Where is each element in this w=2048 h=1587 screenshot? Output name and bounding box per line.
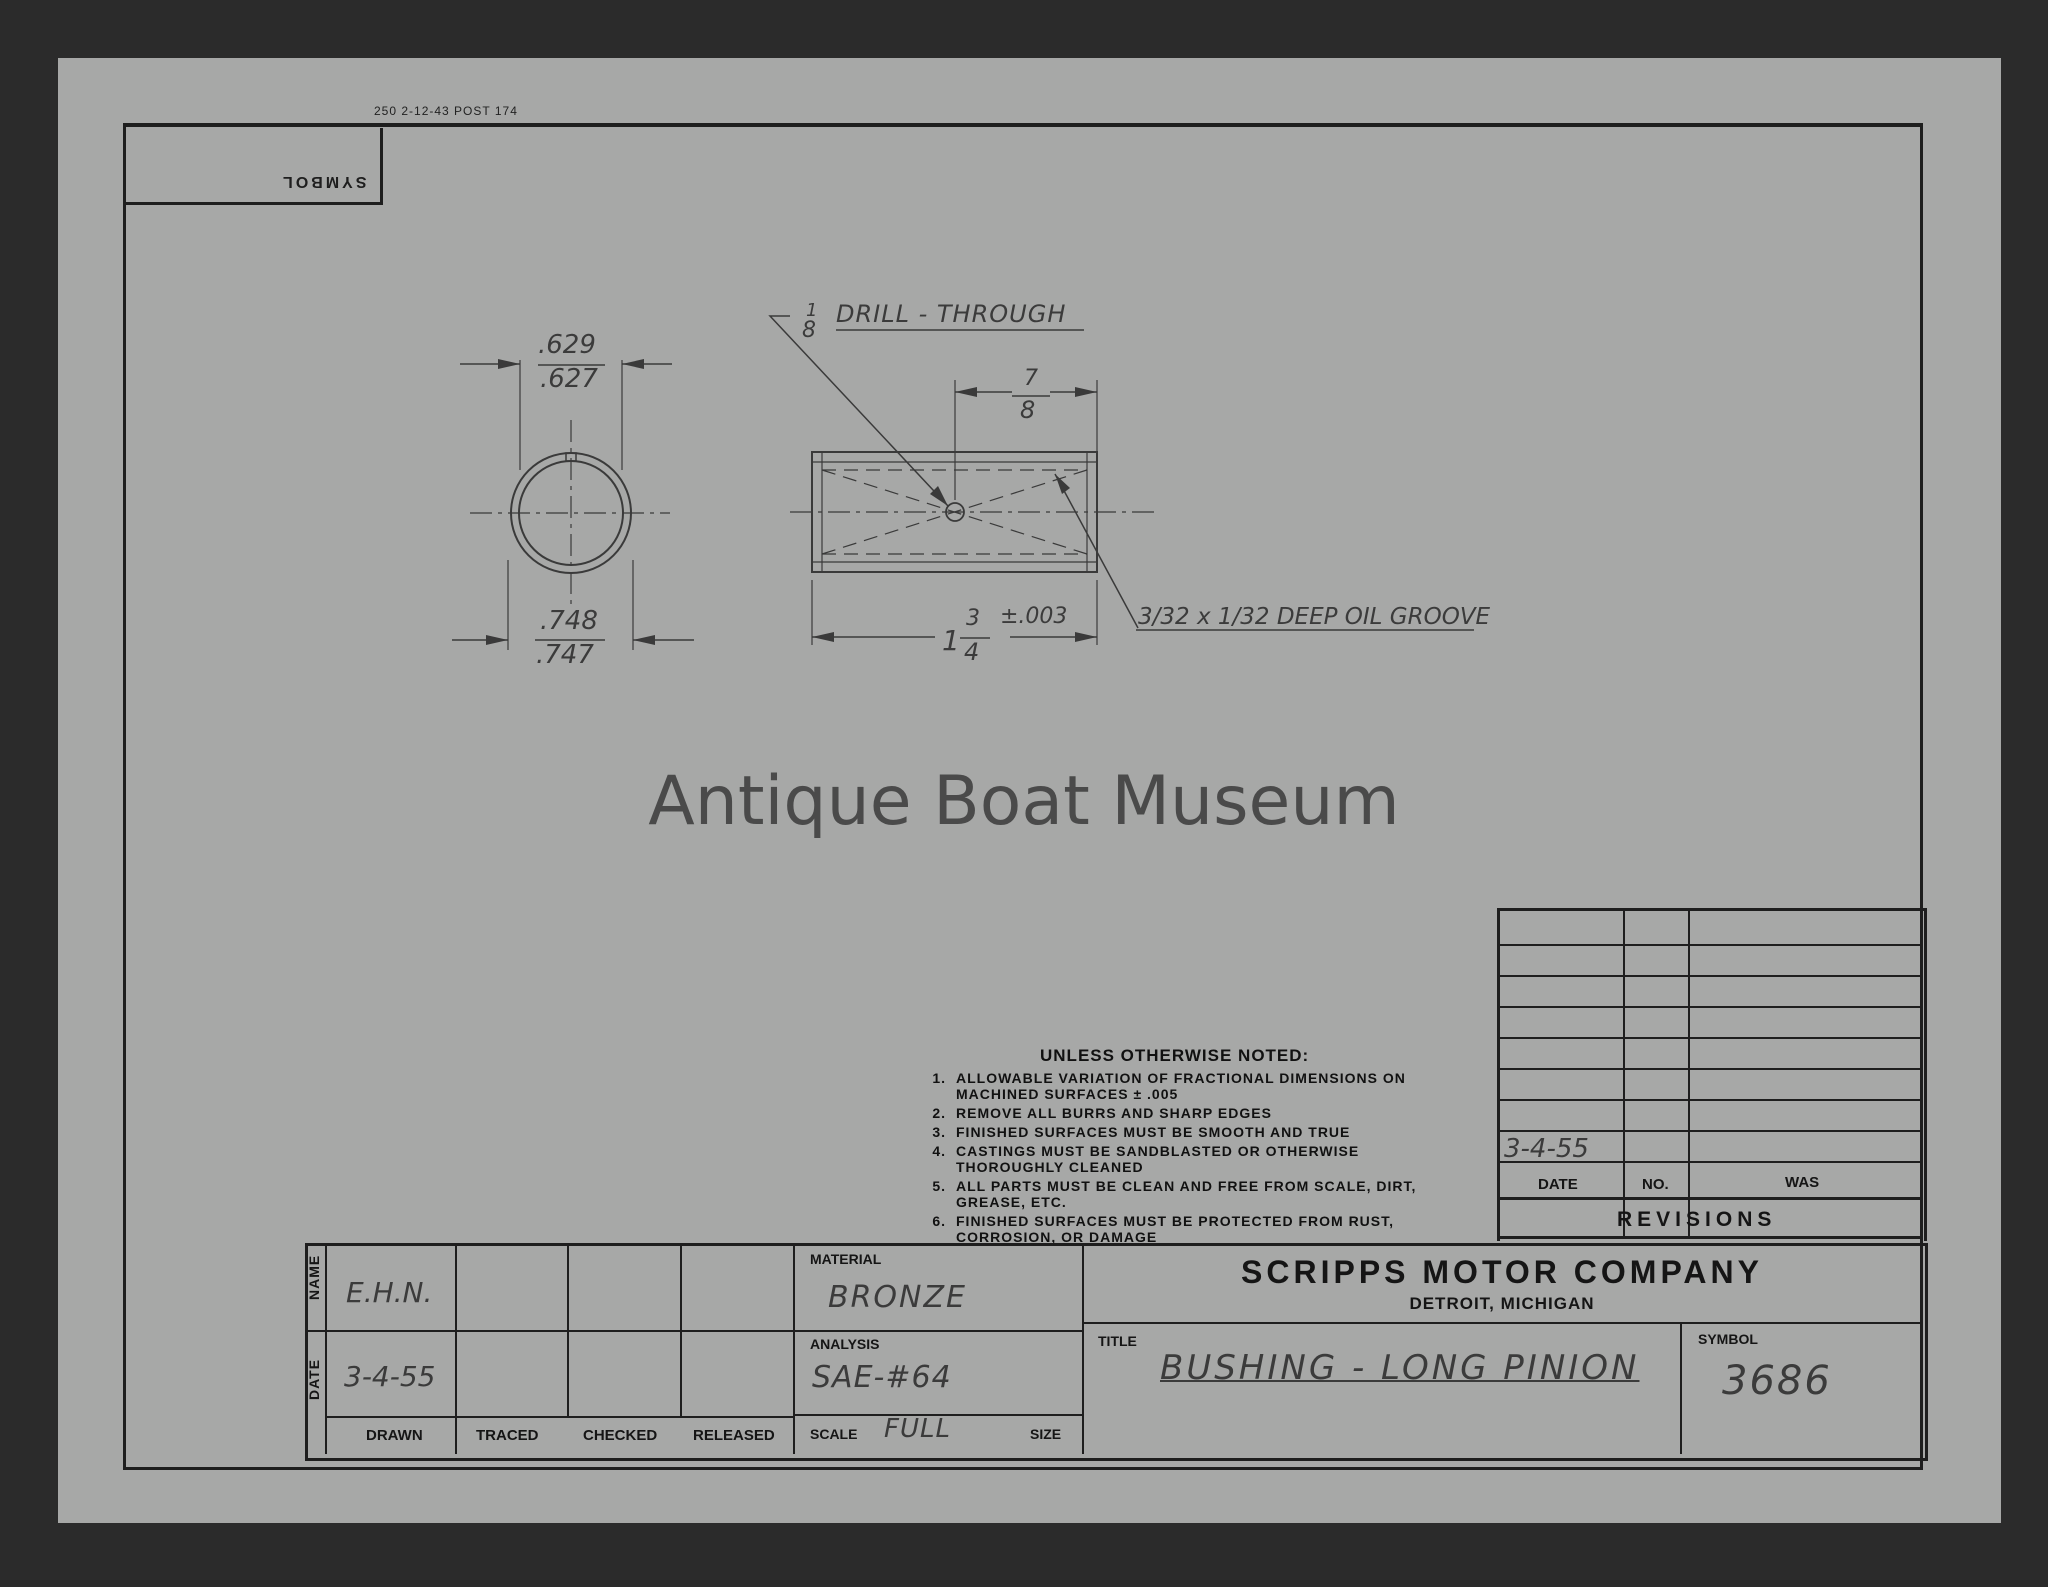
notes-heading: UNLESS OTHERWISE NOTED: xyxy=(1040,1046,1310,1065)
title-label: TITLE xyxy=(1098,1333,1137,1349)
dim-offset-den: 8 xyxy=(1020,396,1036,424)
row-label-date: DATE xyxy=(306,1358,322,1400)
scale-value: FULL xyxy=(884,1414,951,1444)
watermark: Antique Boat Museum xyxy=(648,762,1400,841)
revisions-was-header: WAS xyxy=(1785,1174,1820,1191)
revisions-title: REVISIONS xyxy=(1617,1208,1777,1231)
scale-label: SCALE xyxy=(810,1426,858,1442)
drill-note: DRILL - THROUGH xyxy=(836,300,1067,328)
dim-od-max: .748 xyxy=(540,606,598,636)
dim-id-min: .627 xyxy=(540,364,598,394)
dim-length-tolerance: ±.003 xyxy=(1000,604,1068,629)
symbol-corner-label: SYMBOL xyxy=(279,173,366,190)
drill-fraction-num: 1 xyxy=(806,300,818,321)
analysis-label: ANALYSIS xyxy=(810,1336,880,1352)
drill-fraction-den: 8 xyxy=(802,318,816,343)
company-location: DETROIT, MICHIGAN xyxy=(1409,1294,1595,1313)
row-label-name: NAME xyxy=(306,1254,322,1300)
revisions-date-header: DATE xyxy=(1538,1176,1578,1193)
revision-date-entry: 3-4-55 xyxy=(1504,1134,1589,1164)
material-label: MATERIAL xyxy=(810,1251,882,1267)
col-checked: CHECKED xyxy=(583,1427,658,1444)
dim-length-num: 3 xyxy=(966,606,980,631)
revisions-no-header: NO. xyxy=(1642,1176,1669,1193)
analysis-value: SAE-#64 xyxy=(812,1360,952,1395)
col-traced: TRACED xyxy=(476,1427,539,1444)
col-drawn: DRAWN xyxy=(366,1427,423,1444)
note-item: 2. REMOVE ALL BURRS AND SHARP EDGES xyxy=(932,1105,1272,1121)
symbol-label: SYMBOL xyxy=(1698,1331,1758,1347)
general-notes xyxy=(920,1048,1470,1248)
col-released: RELEASED xyxy=(693,1427,775,1444)
groove-note: 3/32 x 1/32 DEEP OIL GROOVE xyxy=(1138,604,1491,630)
note-item: 1. ALLOWABLE VARIATION OF FRACTIONAL DIMENSIONS ON MACHINED SURFACES ± .005 xyxy=(932,1070,1406,1102)
dim-offset-num: 7 xyxy=(1024,366,1038,391)
dim-length-whole: 1 xyxy=(942,624,960,657)
note-item: 3. FINISHED SURFACES MUST BE SMOOTH AND TRUE xyxy=(932,1124,1351,1140)
note-item: 6. FINISHED SURFACES MUST BE PROTECTED FROM RUST, CORROSION, OR DAMAGE xyxy=(932,1213,1395,1245)
size-label: SIZE xyxy=(1030,1426,1062,1442)
symbol-value: 3686 xyxy=(1722,1358,1832,1404)
drawn-by-name: E.H.N. xyxy=(346,1276,433,1309)
note-item: 4. CASTINGS MUST BE SANDBLASTED OR OTHERWISE THOROUGHLY CLEANED xyxy=(932,1143,1360,1175)
note-item: 5. ALL PARTS MUST BE CLEAN AND FREE FROM SCALE, DIRT, GREASE, ETC. xyxy=(932,1178,1417,1210)
dim-length-den: 4 xyxy=(964,638,980,666)
dim-id-max: .629 xyxy=(538,330,596,360)
print-code: 250 2-12-43 POST 174 xyxy=(374,104,518,118)
drawing-title: BUSHING - LONG PINION xyxy=(1160,1348,1640,1388)
dim-od-min: .747 xyxy=(536,640,594,670)
material-value: BRONZE xyxy=(828,1280,967,1315)
drawn-date: 3-4-55 xyxy=(344,1360,436,1393)
company-name: SCRIPPS MOTOR COMPANY xyxy=(1241,1254,1763,1290)
